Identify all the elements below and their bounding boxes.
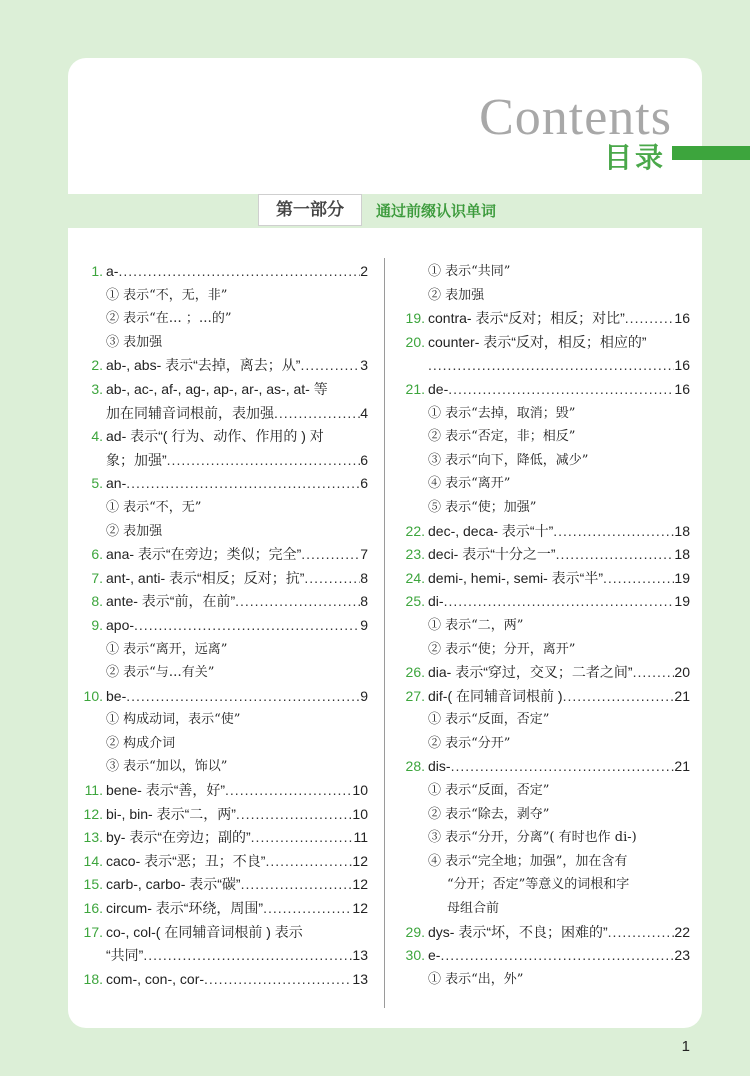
- leader-dots: [235, 590, 360, 614]
- toc-entry-continued: [78, 449, 368, 473]
- entry-page: 13: [352, 947, 368, 964]
- entry-page: 20: [674, 664, 690, 681]
- toc-sub-entry: ① 表示“反面，否定”: [428, 783, 550, 799]
- entry-text: by- 表示“在旁边；副的”: [106, 829, 251, 846]
- entry-text: com-, con-, cor-: [106, 970, 205, 987]
- entry-page: 6: [360, 475, 368, 492]
- toc-entry-continued: [400, 354, 690, 378]
- entry-text: 象；加强”: [106, 451, 167, 468]
- entry-number: 4.: [91, 428, 103, 445]
- entry-page: 12: [352, 876, 368, 893]
- toc-entry[interactable]: [78, 968, 368, 992]
- leader-dots: [563, 685, 675, 709]
- leader-dots: [603, 567, 674, 591]
- leader-dots: [440, 944, 674, 968]
- entry-text: dys- 表示“坏，不良；困难的”: [428, 923, 608, 940]
- leader-dots: [251, 826, 354, 850]
- entry-number: 12.: [83, 805, 103, 822]
- leader-dots: [265, 850, 352, 874]
- toc-sub-entry: ① 表示“离开，远离”: [106, 641, 228, 657]
- entry-number: 15.: [83, 876, 103, 893]
- leader-dots: [118, 260, 360, 284]
- entry-page: 10: [352, 782, 368, 799]
- entry-page: 9: [360, 616, 368, 633]
- entry-text: deci- 表示“十分之一”: [428, 546, 556, 563]
- leader-dots: [204, 968, 352, 992]
- entry-number: 17.: [83, 923, 103, 940]
- toc-entry[interactable]: [400, 685, 690, 709]
- entry-text: dif-( 在同辅音词根前 ): [428, 687, 563, 704]
- entry-number: 6.: [91, 546, 103, 563]
- part-label: 第一部分: [258, 194, 362, 226]
- entry-number: 20.: [405, 333, 425, 350]
- entry-number: 23.: [405, 546, 425, 563]
- toc-sub-entry: ④ 表示“离开”: [428, 476, 511, 492]
- toc-entry[interactable]: [400, 590, 690, 614]
- toc-entry[interactable]: [78, 354, 368, 378]
- toc-sub-entry: ① 表示“去掉，取消；毁”: [428, 405, 576, 421]
- leader-dots: [274, 402, 360, 426]
- entry-page: 6: [360, 451, 368, 468]
- toc-entry[interactable]: [78, 921, 368, 945]
- toc-sub-entry: ① 表示“共同”: [428, 264, 511, 279]
- entry-page: 19: [674, 569, 690, 586]
- leader-dots: [448, 378, 674, 402]
- toc-sub-entry: ④ 表示“完全地；加强”，加在含有: [428, 853, 628, 869]
- toc-entry[interactable]: [78, 543, 368, 567]
- toc-sub-entry: ① 表示“二，两”: [428, 617, 524, 633]
- toc-entry[interactable]: [78, 803, 368, 827]
- entry-page: 16: [674, 380, 690, 397]
- toc-entry[interactable]: [400, 378, 690, 402]
- leader-dots: [225, 779, 352, 803]
- entry-page: 22: [674, 923, 690, 940]
- entry-page: 4: [360, 404, 368, 421]
- entry-text: circum- 表示“环绕，周围”: [106, 900, 264, 917]
- entry-text: an-: [106, 475, 127, 492]
- toc-sub-entry: ② 表示“与…有关”: [106, 665, 215, 681]
- part-title: 通过前缀认识单词: [376, 202, 497, 220]
- leader-dots: [428, 354, 674, 378]
- toc-entry[interactable]: [78, 873, 368, 897]
- toc-sub-entry: ② 构成介词: [106, 735, 176, 751]
- toc-entry[interactable]: [78, 260, 368, 284]
- toc-entry[interactable]: [78, 779, 368, 803]
- toc-sub-entry: ③ 表加强: [106, 334, 163, 350]
- entry-page: 3: [360, 357, 368, 374]
- entry-number: 30.: [405, 947, 425, 964]
- entry-page: 10: [352, 805, 368, 822]
- entry-page: 12: [352, 852, 368, 869]
- toc-left-column: [78, 260, 368, 991]
- entry-number: 2.: [91, 357, 103, 374]
- entry-text: caco- 表示“恶；丑；不良”: [106, 852, 266, 869]
- entry-page: 16: [674, 310, 690, 327]
- toc-entry[interactable]: [78, 614, 368, 638]
- leader-dots: [633, 661, 675, 685]
- entry-text: be-: [106, 687, 127, 704]
- entry-text: co-, col-( 在同辅音词根前 ) 表示: [106, 923, 303, 940]
- toc-entry[interactable]: [78, 378, 368, 402]
- entry-number: 29.: [405, 923, 425, 940]
- entry-page: 8: [360, 569, 368, 586]
- leader-dots: [134, 614, 360, 638]
- toc-sub-entry: ① 表示“反面，否定”: [428, 712, 550, 728]
- toc-sub-entry: ② 表加强: [106, 523, 163, 539]
- leader-dots: [263, 897, 352, 921]
- entry-number: 18.: [83, 970, 103, 987]
- entry-number: 9.: [91, 616, 103, 633]
- leader-dots: [143, 944, 352, 968]
- toc-sub-entry: ⑤ 表示“使；加强”: [428, 499, 537, 515]
- entry-number: 27.: [405, 687, 425, 704]
- toc-entry[interactable]: [400, 921, 690, 945]
- toc-sub-entry-continued: 母组合前: [447, 901, 500, 917]
- toc-sub-entry: ② 表示“使；分开，离开”: [428, 641, 576, 657]
- entry-number: 28.: [405, 758, 425, 775]
- leader-dots: [304, 567, 360, 591]
- entry-number: 19.: [405, 310, 425, 327]
- entry-page: 2: [360, 263, 368, 279]
- toc-entry[interactable]: [78, 685, 368, 709]
- entry-number: 24.: [405, 569, 425, 586]
- entry-text: a-: [106, 263, 119, 279]
- toc-right-column: [400, 260, 690, 991]
- toc-sub-entry: ③ 表示“向下，降低，减少”: [428, 452, 589, 468]
- toc-sub-entry: ② 表加强: [428, 287, 485, 303]
- toc-entry[interactable]: [400, 755, 690, 779]
- entry-number: 21.: [405, 380, 425, 397]
- toc-entry[interactable]: [78, 472, 368, 496]
- toc-sub-entry: ① 表示“不，无”: [106, 499, 202, 515]
- entry-page: 19: [674, 593, 690, 610]
- contents-title: Contents: [479, 89, 672, 146]
- leader-dots: [301, 543, 360, 567]
- leader-dots: [126, 685, 360, 709]
- toc-entry[interactable]: [400, 567, 690, 591]
- entry-page: 11: [353, 829, 368, 846]
- toc-sub-entry: ② 表示“分开”: [428, 735, 511, 751]
- toc-sub-entry: ① 表示“不，无，非”: [106, 287, 228, 303]
- toc-sub-entry: ① 构成动词，表示“使”: [106, 712, 241, 728]
- toc-entry[interactable]: [400, 307, 690, 331]
- toc-entry[interactable]: [78, 897, 368, 921]
- leader-dots: [451, 755, 675, 779]
- entry-page: 13: [352, 970, 368, 987]
- leader-dots: [236, 803, 353, 827]
- entry-number: 14.: [83, 852, 103, 869]
- entry-number: 3.: [91, 380, 103, 397]
- entry-page: 23: [674, 947, 690, 964]
- toc-sub-entry: ③ 表示“加以，饰以”: [106, 759, 228, 775]
- entry-page: 18: [674, 546, 690, 563]
- column-divider: [384, 258, 385, 1008]
- entry-text: dec-, deca- 表示“十”: [428, 522, 554, 539]
- leader-dots: [300, 354, 360, 378]
- toc-entry[interactable]: [400, 944, 690, 968]
- toc-sub-entry: ② 表示“否定，非；相反”: [428, 429, 576, 445]
- entry-number: 13.: [83, 829, 103, 846]
- toc-entry[interactable]: [78, 850, 368, 874]
- toc-entry[interactable]: [78, 567, 368, 591]
- entry-number: 1.: [91, 263, 103, 279]
- toc-entry[interactable]: [400, 520, 690, 544]
- toc-sub-entry: ② 表示“在… ；…的”: [106, 311, 232, 327]
- entry-text: apo-: [106, 616, 135, 633]
- leader-dots: [126, 472, 360, 496]
- toc-entry[interactable]: [78, 425, 368, 449]
- entry-text: “共同”: [106, 947, 144, 964]
- leader-dots: [625, 307, 675, 331]
- toc-entry-continued: [78, 944, 368, 968]
- toc-entry[interactable]: [400, 661, 690, 685]
- mulu-title: 目录: [604, 141, 667, 174]
- entry-text: dis-: [428, 758, 451, 775]
- entry-text: bi-, bin- 表示“二，两”: [106, 805, 236, 822]
- entry-number: 16.: [83, 900, 103, 917]
- leader-dots: [556, 543, 675, 567]
- entry-number: 7.: [91, 569, 103, 586]
- entry-number: 25.: [405, 593, 425, 610]
- leader-dots: [608, 921, 675, 945]
- leader-dots: [553, 520, 674, 544]
- entry-text: dia- 表示“穿过，交叉；二者之间”: [428, 664, 633, 681]
- entry-page: 9: [360, 687, 368, 704]
- entry-text: bene- 表示“善，好”: [106, 782, 226, 799]
- toc-entry[interactable]: [78, 590, 368, 614]
- entry-page: 18: [674, 522, 690, 539]
- entry-text: ab-, ac-, af-, ag-, ap-, ar-, as-, at- 等: [106, 380, 328, 397]
- entry-number: 11.: [84, 782, 103, 799]
- toc-sub-entry-continued: “分开；否定”等意义的词根和字: [447, 877, 630, 893]
- entry-text: ana- 表示“在旁边；类似；完全”: [106, 546, 302, 563]
- entry-number: 5.: [91, 475, 103, 492]
- toc-sub-entry: ③ 表示“分开，分离”( 有时也作 di-): [428, 830, 637, 846]
- entry-number: 26.: [405, 664, 425, 681]
- toc-entry[interactable]: [400, 331, 690, 355]
- entry-page: 21: [674, 758, 690, 775]
- entry-text: ad- 表示“( 行为、动作、作用的 ) 对: [106, 428, 324, 445]
- entry-text: ab-, abs- 表示“去掉，离去；从”: [106, 357, 301, 374]
- toc-entry-continued: [78, 402, 368, 426]
- leader-dots: [444, 590, 675, 614]
- entry-number: 10.: [83, 687, 103, 704]
- accent-bar: [672, 146, 750, 160]
- entry-number: 22.: [405, 522, 425, 539]
- entry-text: counter- 表示“反对，相反；相应的”: [428, 333, 647, 350]
- entry-page: 7: [360, 546, 368, 563]
- entry-text: ante- 表示“前，在前”: [106, 593, 236, 610]
- page-number: 1: [681, 1038, 690, 1055]
- entry-text: de-: [428, 380, 449, 397]
- toc-sub-entry: ① 表示“出，外”: [428, 971, 524, 987]
- entry-text: ant-, anti- 表示“相反；反对；抗”: [106, 569, 305, 586]
- entry-text: contra- 表示“反对；相反；对比”: [428, 310, 625, 327]
- toc-entry[interactable]: [400, 543, 690, 567]
- entry-text: di-: [428, 593, 444, 610]
- toc-entry[interactable]: [78, 826, 368, 850]
- toc-sub-entry: ② 表示“除去，剥夺”: [428, 806, 550, 822]
- entry-page: 16: [674, 357, 690, 374]
- entry-number: 8.: [91, 593, 103, 610]
- leader-dots: [241, 873, 353, 897]
- entry-text: e-: [428, 947, 441, 964]
- entry-page: 21: [674, 687, 690, 704]
- entry-text: carb-, carbo- 表示“碳”: [106, 876, 241, 893]
- entry-text: 加在同辅音词根前，表加强: [106, 404, 274, 421]
- entry-page: 12: [352, 900, 368, 917]
- leader-dots: [167, 449, 361, 473]
- entry-text: demi-, hemi-, semi- 表示“半”: [428, 569, 604, 586]
- entry-page: 8: [360, 593, 368, 610]
